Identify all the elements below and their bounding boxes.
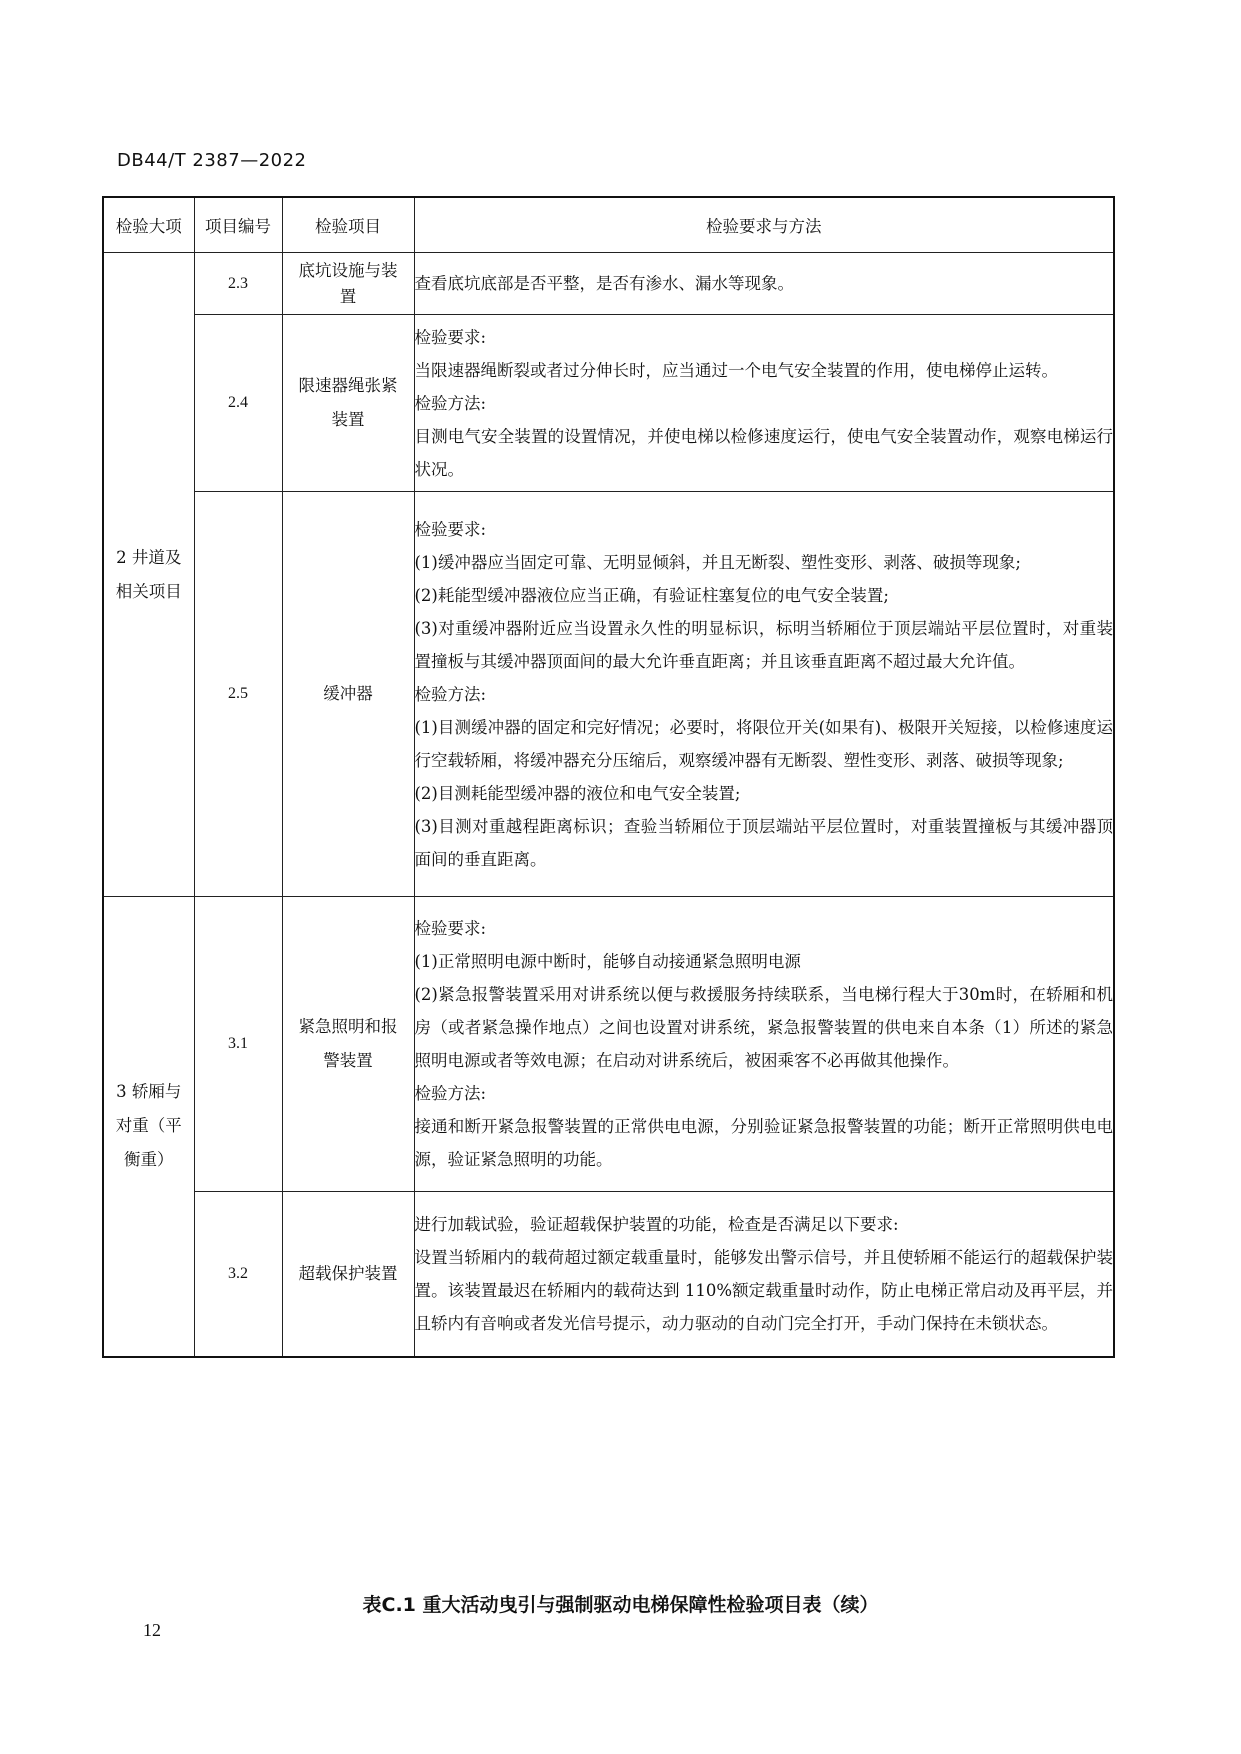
- requirement-text: (2)耗能型缓冲器液位应当正确，有验证柱塞复位的电气安全装置;: [414, 585, 889, 605]
- category-line: 对重（平: [115, 1116, 182, 1136]
- item-number: 2.3: [194, 253, 282, 315]
- requirement-text: 接通和断开紧急报警装置的正常供电电源，分别验证紧急报警装置的功能；断开正常照明供电电源，验证紧急照明的功能。: [414, 1117, 1113, 1169]
- requirement-cell: [414, 1192, 1114, 1357]
- item-name: [282, 315, 414, 492]
- item-number: 2.5: [194, 492, 282, 897]
- item-number: 2.4: [194, 315, 282, 492]
- category-line: 衡重）: [124, 1150, 174, 1170]
- requirement-text: (1)缓冲器应当固定可靠、无明显倾斜，并且无断裂、塑性变形、剥落、破损等现象;: [414, 552, 1021, 572]
- requirement-text: 目测电气安全装置的设置情况，并使电梯以检修速度运行，使电气安全装置动作，观察电梯运行状况。: [414, 426, 1113, 479]
- requirement-cell: [414, 897, 1114, 1192]
- item-name-line: 超载保护装置: [298, 1263, 398, 1283]
- column-header: 检验要求与方法: [414, 197, 1114, 253]
- column-header: 项目编号: [194, 197, 282, 253]
- page-number: 12: [143, 1620, 161, 1640]
- table-row: [103, 253, 1114, 315]
- category-line: 2 井道及: [116, 547, 182, 567]
- requirement-text: (1)正常照明电源中断时，能够自动接通紧急照明电源: [414, 952, 801, 971]
- requirement-cell: [414, 253, 1114, 315]
- item-name-line: 警装置: [323, 1051, 373, 1070]
- requirement-text: 设置当轿厢内的载荷超过额定载重量时，能够发出警示信号，并且使轿厢不能运行的超载保护装置。该装置最迟在轿厢内的载荷达到 110%额定载重量时动作，防止电梯正常启动及再平层，并且轿内有音响或者发光信号提示，动力驱动的自动门完全打开，手动门保持在未锁状态。: [414, 1247, 1113, 1333]
- item-name-line: 限速器绳张紧: [298, 376, 398, 395]
- item-name: [282, 1192, 414, 1357]
- inspection-table: [102, 196, 1115, 1358]
- item-name: [282, 253, 414, 315]
- requirement-text: (3)对重缓冲器附近应当设置永久性的明显标识，标明当轿厢位于顶层端站平层位置时，对重装置撞板与其缓冲器顶面间的最大允许垂直距离；并且该垂直距离不超过最大允许值。: [414, 618, 1113, 671]
- item-name-line: 缓冲器: [323, 684, 373, 703]
- column-header: 检验大项: [103, 197, 194, 253]
- item-name: [282, 897, 414, 1192]
- requirement-text: (3)目测对重越程距离标识；查验当轿厢位于顶层端站平层位置时，对重装置撞板与其缓冲器顶面间的垂直距离。: [414, 816, 1113, 869]
- item-name-line: 置: [339, 286, 357, 306]
- requirement-text: 检验要求:: [414, 519, 487, 539]
- item-name-line: 紧急照明和报: [298, 1017, 398, 1036]
- category-line: 3 轿厢与: [116, 1082, 182, 1102]
- category-cell: [103, 253, 194, 897]
- table-row: [103, 492, 1114, 897]
- item-name-line: 底坑设施与装: [298, 260, 398, 280]
- requirement-text: (1)目测缓冲器的固定和完好情况；必要时，将限位开关(如果有)、极限开关短接，以检修速度运行空载轿厢，将缓冲器充分压缩后，观察缓冲器有无断裂、塑性变形、剥落、破损等现象;: [414, 717, 1113, 770]
- table-row: [103, 897, 1114, 1192]
- category-cell: [103, 897, 194, 1357]
- requirement-text: 检验要求:: [414, 327, 487, 347]
- requirement-text: 检验方法:: [414, 684, 487, 704]
- requirement-text: (2)目测耗能型缓冲器的液位和电气安全装置;: [414, 783, 741, 803]
- requirement-cell: [414, 492, 1114, 897]
- category-line: 相关项目: [115, 581, 182, 601]
- table-header-row: [103, 197, 1114, 253]
- requirement-cell: [414, 315, 1114, 492]
- requirement-text: 进行加载试验，验证超载保护装置的功能，检查是否满足以下要求:: [414, 1214, 899, 1234]
- document-code: DB44/T 2387—2022: [117, 150, 307, 171]
- requirement-text: 检验方法:: [414, 1084, 487, 1103]
- requirement-text: 查看底坑底部是否平整，是否有渗水、漏水等现象。: [414, 274, 794, 293]
- item-number: 3.2: [194, 1192, 282, 1357]
- requirement-text: (2)紧急报警装置采用对讲系统以便与救援服务持续联系，当电梯行程大于30m时，在轿厢和机房（或者紧急操作地点）之间也设置对讲系统，紧急报警装置的供电来自本条（1）所述的紧急照明电源或者等效电源；在启动对讲系统后，被困乘客不必再做其他操作。: [414, 985, 1113, 1070]
- item-name: [282, 492, 414, 897]
- table-caption: 表C.1 重大活动曳引与强制驱动电梯保障性检验项目表（续）: [362, 1594, 879, 1616]
- item-name-line: 装置: [331, 410, 365, 429]
- item-number: 3.1: [194, 897, 282, 1192]
- requirement-text: 当限速器绳断裂或者过分伸长时，应当通过一个电气安全装置的作用，使电梯停止运转。: [414, 360, 1058, 380]
- table-row: [103, 1192, 1114, 1357]
- table-row: [103, 315, 1114, 492]
- column-header: 检验项目: [282, 197, 414, 253]
- requirement-text: 检验要求:: [414, 919, 487, 938]
- requirement-text: 检验方法:: [414, 393, 487, 413]
